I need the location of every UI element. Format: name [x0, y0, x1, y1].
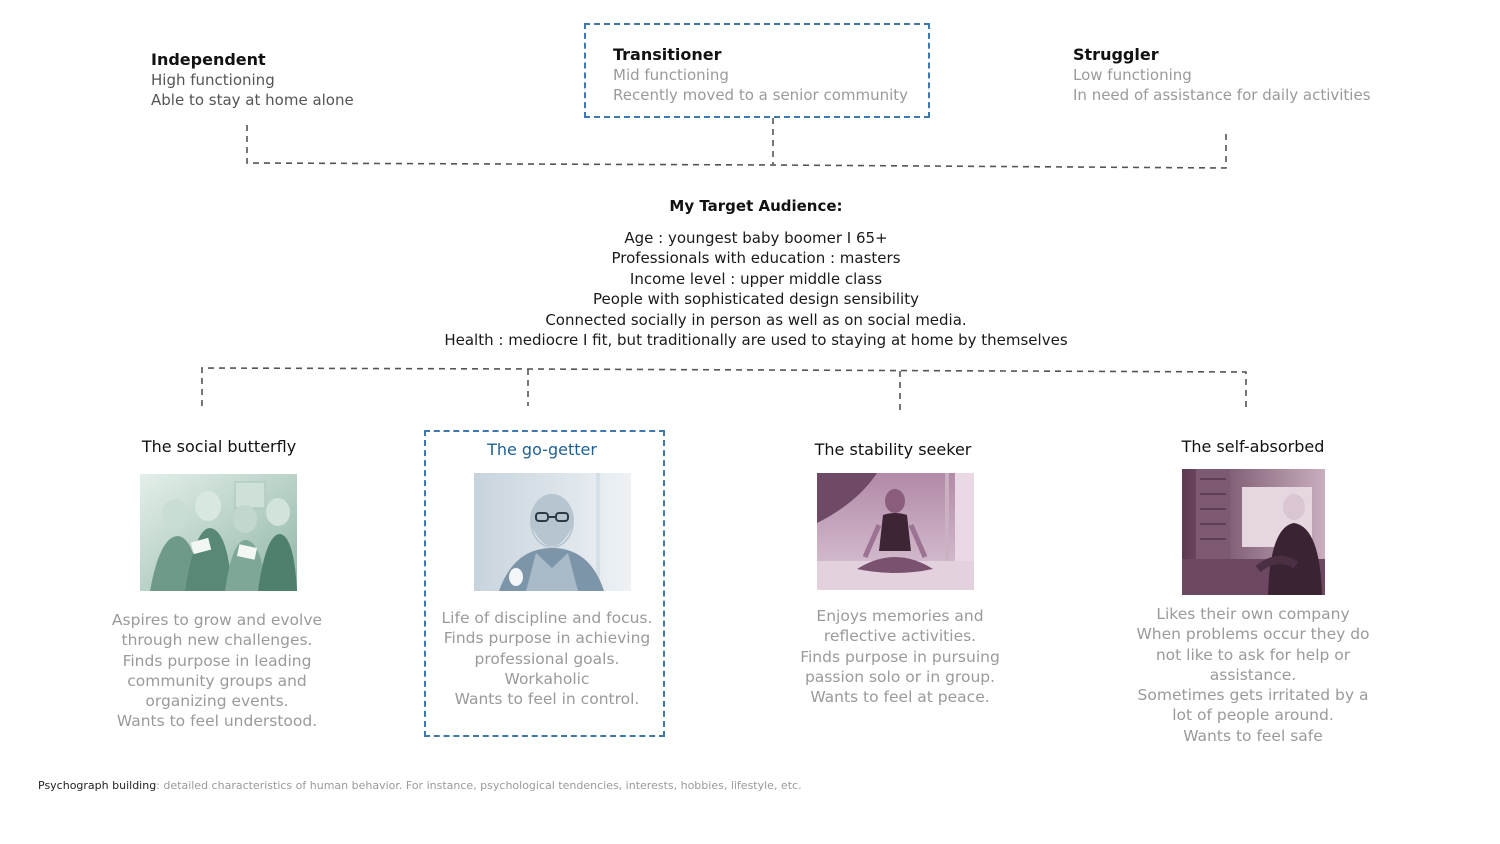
persona-desc-line: passion solo or in group. [804, 667, 996, 686]
target-audience [400, 196, 1112, 350]
persona-desc-line: Workaholic [504, 669, 590, 688]
persona-desc-line: Wants to feel understood. [116, 712, 318, 731]
footer-label: Psychograph building [38, 779, 157, 792]
segment-line: High functioning [151, 71, 275, 89]
persona-desc-line: Finds purpose in leading [122, 651, 312, 670]
target-audience-title: My Target Audience: [669, 197, 843, 215]
persona-desc-line: Wants to feel in control. [454, 690, 640, 709]
footer-text: : detailed characteristics of human behavior. For instance, psychological tendencies, interests, hobbies, lifestyle, etc. [156, 779, 802, 792]
target-line: Professionals with education : masters [611, 249, 901, 268]
persona-desc-line: Wants to feel safe [1183, 726, 1323, 745]
persona-desc-line: When problems occur they do [1136, 625, 1370, 644]
target-line: Health : mediocre I fit, but traditionally are used to staying at home by themselves [444, 331, 1068, 350]
segment-transitioner [613, 45, 908, 105]
persona-desc-social-butterfly [102, 610, 332, 732]
segment-struggler [1073, 45, 1371, 105]
persona-name-self-absorbed: The self-absorbed [1181, 437, 1325, 456]
persona-desc-line: Finds purpose in achieving [443, 629, 651, 648]
seniors-playing-cards-photo [140, 474, 297, 591]
persona-desc-line: Life of discipline and focus. [441, 609, 653, 627]
persona-name-social-butterfly: The social butterfly [141, 437, 297, 456]
persona-desc-go-getter [432, 608, 662, 709]
target-line: People with sophisticated design sensibility [593, 290, 919, 309]
persona-name-go-getter: The go-getter [487, 440, 597, 459]
persona-name-stability-seeker: The stability seeker [814, 440, 972, 459]
meditating-woman-photo [817, 473, 974, 590]
persona-desc-line: Enjoys memories and [816, 607, 984, 625]
footer-note [38, 779, 802, 792]
segment-line: Able to stay at home alone [151, 91, 354, 109]
persona-desc-line: professional goals. [474, 649, 620, 668]
target-line: Connected socially in person as well as on social media. [545, 310, 967, 329]
segment-line: In need of assistance for daily activities [1073, 86, 1371, 104]
target-line: Age : youngest baby boomer I 65+ [624, 229, 888, 247]
segment-title: Independent [151, 50, 266, 69]
segment-line: Recently moved to a senior community [613, 86, 909, 104]
persona-desc-line: Finds purpose in pursuing [800, 647, 1000, 666]
segment-title: Struggler [1073, 45, 1159, 64]
persona-desc-line: lot of people around. [1172, 706, 1334, 725]
persona-desc-line: assistance. [1209, 665, 1297, 684]
persona-desc-line: reflective activities. [823, 627, 977, 646]
segment-title: Transitioner [613, 45, 722, 64]
persona-desc-line: Sometimes gets irritated by a [1137, 686, 1369, 705]
persona-desc-line: Aspires to grow and evolve [111, 611, 323, 629]
persona-desc-line: not like to ask for help or [1155, 645, 1351, 664]
persona-desc-line: through new challenges. [121, 631, 313, 650]
persona-desc-line: Wants to feel at peace. [810, 688, 990, 707]
target-line: Income level : upper middle class [629, 269, 883, 288]
persona-desc-line: community groups and [127, 671, 307, 690]
persona-desc-line: Likes their own company [1156, 605, 1350, 623]
segment-line: Mid functioning [613, 66, 729, 84]
persona-desc-line: organizing events. [145, 692, 289, 711]
segment-independent [151, 50, 354, 110]
persona-desc-stability-seeker [785, 606, 1015, 707]
segment-line: Low functioning [1073, 66, 1192, 84]
persona-desc-self-absorbed [1128, 604, 1378, 746]
bearded-senior-man-photo [474, 473, 631, 591]
senior-by-window-photo [1182, 469, 1325, 595]
